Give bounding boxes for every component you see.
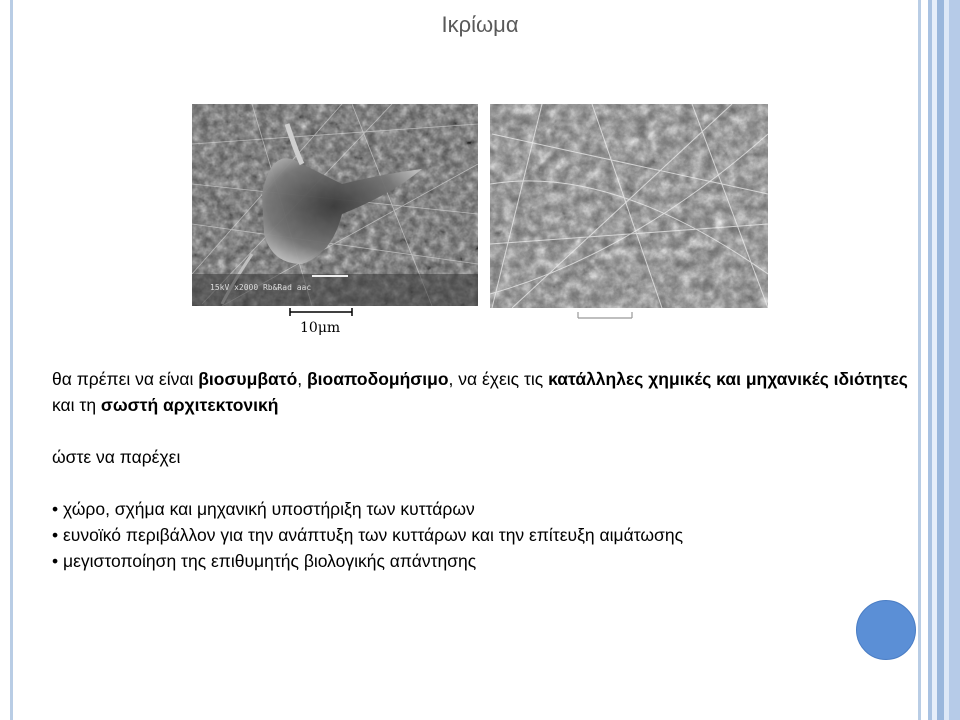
right-decorative-stripes xyxy=(928,0,960,720)
bullet-item: • μεγιστοποίηση της επιθυμητής βιολογικής απάντησης xyxy=(52,548,912,574)
sem-image-left xyxy=(192,104,478,306)
decorative-circle xyxy=(856,600,916,660)
scale-label: 10μm xyxy=(300,320,341,336)
bold-run: βιοαποδομήσιμο xyxy=(307,369,449,389)
right-frame-line xyxy=(918,0,921,720)
bold-run: βιοσυμβατό xyxy=(198,369,298,389)
paragraph-properties xyxy=(52,366,912,418)
sem-overlay-text: 15kV x2000 Rb&Rad aac xyxy=(210,283,312,292)
bold-run: σωστή αρχιτεκτονική xyxy=(100,395,279,415)
sem-images xyxy=(192,104,768,340)
text-run: θα πρέπει να είναι xyxy=(52,369,199,389)
slide-body xyxy=(52,366,912,574)
scale-bar-right xyxy=(578,312,632,318)
paragraph-intro: ώστε να παρέχει xyxy=(52,447,181,467)
left-frame-line xyxy=(10,0,13,720)
scale-bar-left xyxy=(290,308,352,336)
text-run: , xyxy=(297,369,307,389)
text-run: και τη xyxy=(52,395,101,415)
bullet-item: • ευνοϊκό περιβάλλον για την ανάπτυξη των κυττάρων και την επίτευξη αιμάτωσης xyxy=(52,522,912,548)
text-run: , να έχεις τις xyxy=(448,369,549,389)
sem-image-right xyxy=(490,104,768,308)
slide-title: Ικρίωμα xyxy=(441,12,519,37)
bold-run: κατάλληλες χημικές και μηχανικές ιδιότητες xyxy=(548,369,908,389)
bullet-item: • χώρο, σχήμα και μηχανική υποστήριξη των κυττάρων xyxy=(52,496,912,522)
